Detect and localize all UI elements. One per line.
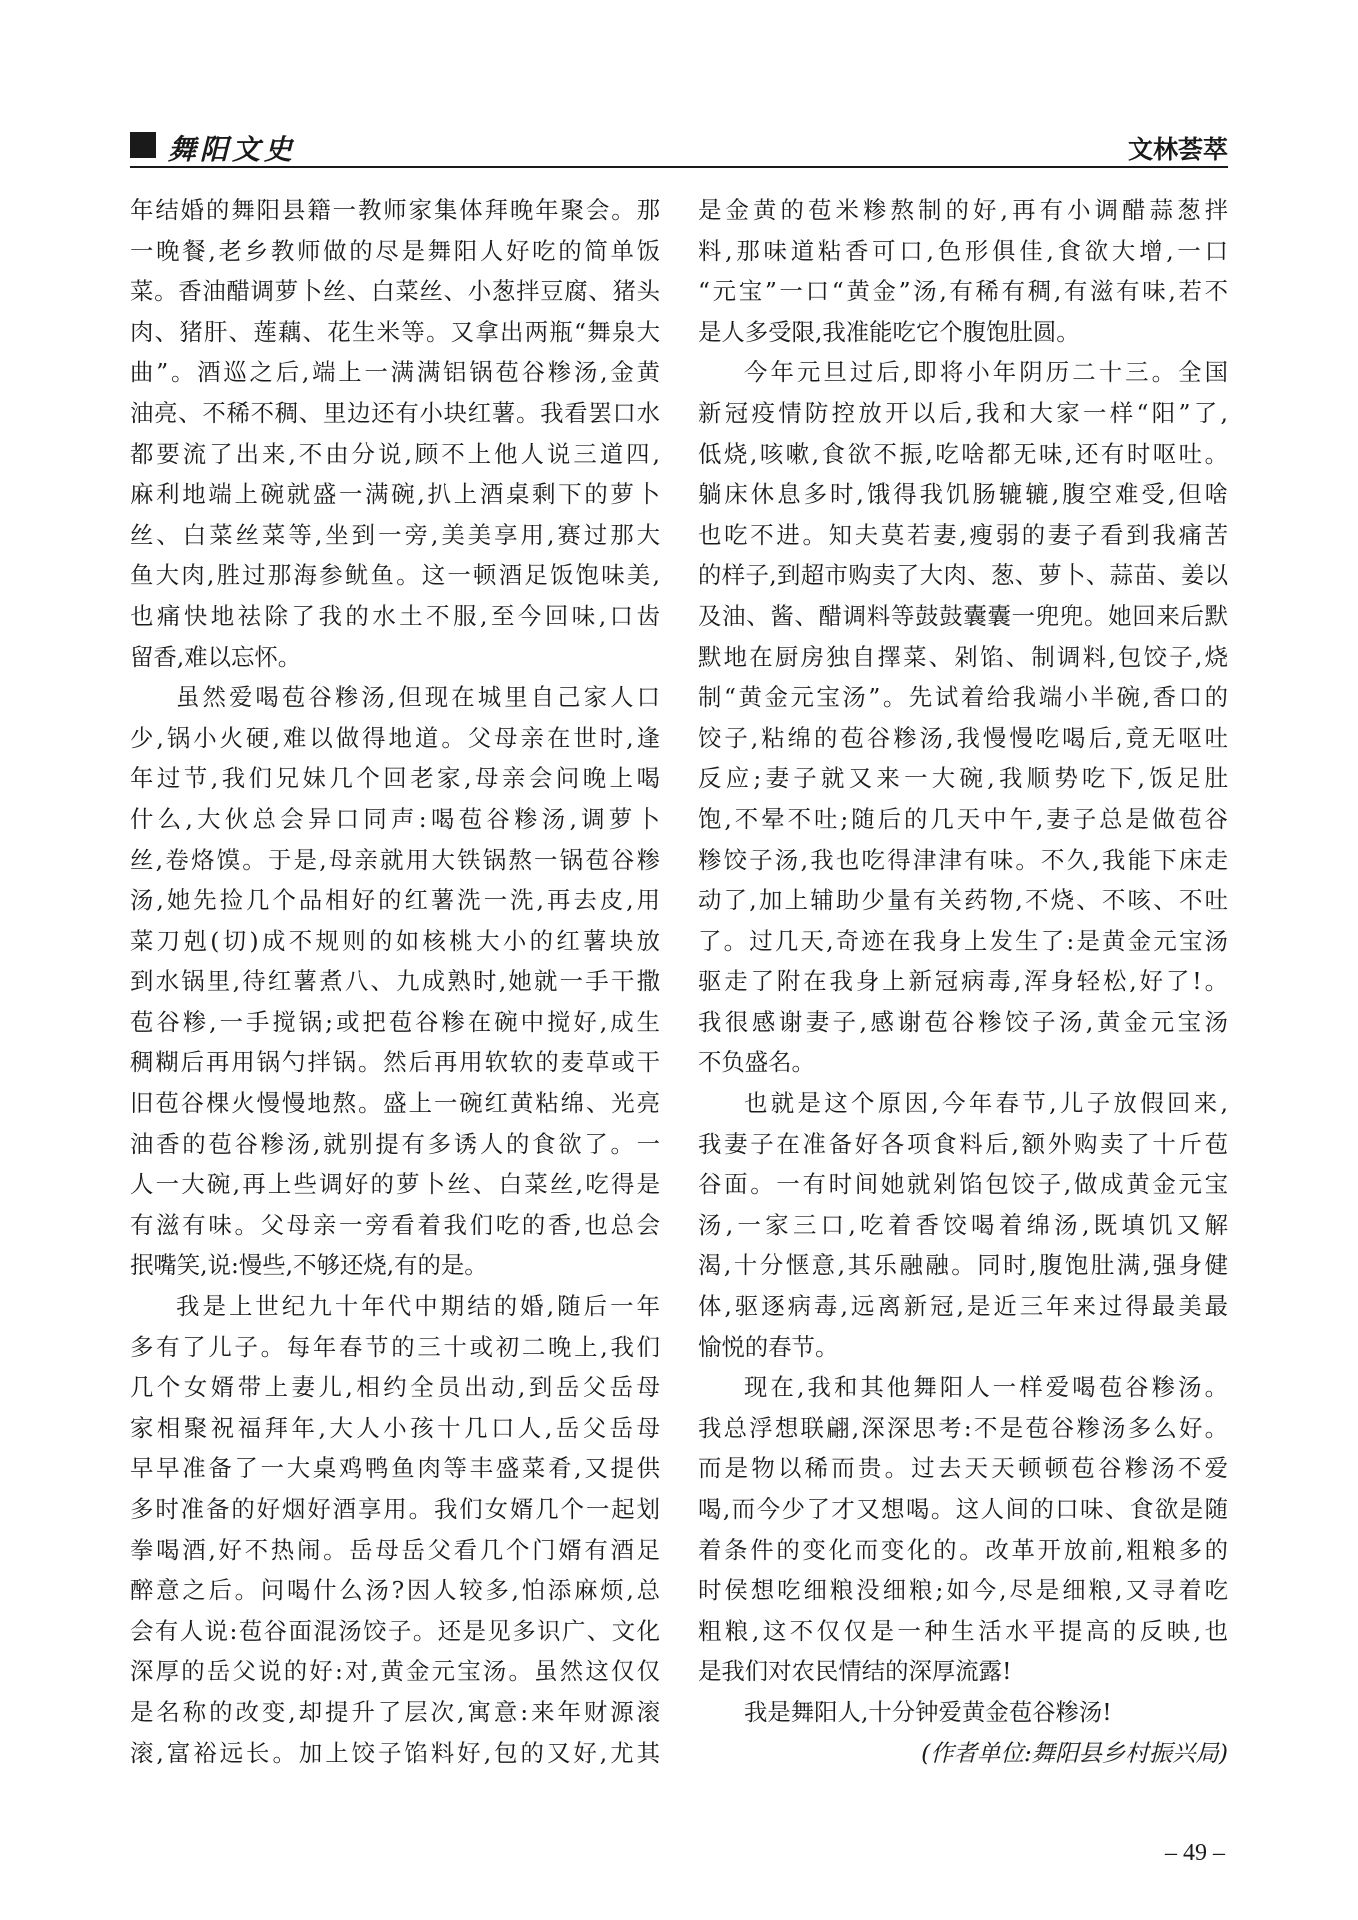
text-line: 也痛快地祛除了我的水土不服,至今回味,口齿 <box>130 601 660 630</box>
text-line: 油亮、不稀不稠、里边还有小块红薯。我看罢口水 <box>130 398 660 427</box>
text-line: 留香,难以忘怀。 <box>130 642 302 671</box>
text-line: 汤,她先捡几个品相好的红薯洗一洗,再去皮,用 <box>130 886 660 915</box>
text-line: 菜刀剋(切)成不规则的如核桃大小的红薯块放 <box>130 926 660 955</box>
text-line: 动了,加上辅助少量有关药物,不烧、不咳、不吐 <box>698 886 1228 915</box>
text-line: 少,锅小火硬,难以做得地道。父母亲在世时,逢 <box>130 723 660 752</box>
author-affiliation: (作者单位:舞阳县乡村振兴局) <box>921 1738 1228 1767</box>
text-line: 稠糊后再用锅勺拌锅。然后再用软软的麦草或干 <box>130 1048 660 1077</box>
text-line: 都要流了出来,不由分说,顾不上他人说三道四, <box>130 439 660 468</box>
text-line: 旧苞谷棵火慢慢地熬。盛上一碗红黄粘绵、光亮 <box>130 1089 660 1118</box>
text-line: 肉、猪肝、莲藕、花生米等。又拿出两瓶“舞泉大 <box>130 317 660 346</box>
text-line: 年过节,我们兄妹几个回老家,母亲会问晚上喝 <box>130 764 660 793</box>
left-column <box>130 190 660 1773</box>
paragraph-first-line: 现在,我和其他舞阳人一样爱喝苞谷糁汤。 <box>744 1373 1228 1402</box>
text-line: 饱,不晕不吐;随后的几天中午,妻子总是做苞谷 <box>698 804 1228 833</box>
text-line: 时侯想吃细粮没细粮;如今,尽是细粮,又寻着吃 <box>698 1576 1228 1605</box>
text-line: 有滋有味。父母亲一旁看着我们吃的香,也总会 <box>130 1210 660 1239</box>
text-line: 渴,十分惬意,其乐融融。同时,腹饱肚满,强身健 <box>698 1251 1228 1280</box>
text-line: 谷面。一有时间她就剁馅包饺子,做成黄金元宝 <box>698 1170 1228 1199</box>
text-line: 糁饺子汤,我也吃得津津有味。不久,我能下床走 <box>698 845 1228 874</box>
text-line: 低烧,咳嗽,食欲不振,吃啥都无味,还有时呕吐。 <box>698 439 1228 468</box>
text-line: 是金黄的苞米糁熬制的好,再有小调醋蒜葱拌 <box>698 196 1228 224</box>
paragraph-first-line: 我是舞阳人,十分钟爱黄金苞谷糁汤! <box>744 1697 1112 1726</box>
text-line: 抿嘴笑,说:慢些,不够还烧,有的是。 <box>130 1251 488 1280</box>
text-line: 制“黄金元宝汤”。先试着给我端小半碗,香口的 <box>698 683 1228 712</box>
text-line: 不负盛名。 <box>698 1048 815 1077</box>
text-line: 菜。香油醋调萝卜丝、白菜丝、小葱拌豆腐、猪头 <box>130 277 660 306</box>
page-header <box>130 128 1228 166</box>
paragraph-first-line: 也就是这个原因,今年春节,儿子放假回来, <box>744 1089 1228 1118</box>
text-line: 新冠疫情防控放开以后,我和大家一样“阳”了, <box>698 398 1228 427</box>
text-line: 麻利地端上碗就盛一满碗,扒上酒桌剩下的萝卜 <box>130 480 660 509</box>
text-line: 油香的苞谷糁汤,就别提有多诱人的食欲了。一 <box>130 1129 660 1158</box>
text-line: 也吃不进。知夫莫若妻,瘦弱的妻子看到我痛苦 <box>698 520 1228 549</box>
text-line: 到水锅里,待红薯煮八、九成熟时,她就一手干撒 <box>130 967 660 996</box>
text-line: 我总浮想联翩,深深思考:不是苞谷糁汤多么好。 <box>698 1413 1228 1442</box>
text-line: 着条件的变化而变化的。改革开放前,粗粮多的 <box>698 1535 1228 1564</box>
text-line: 鱼大肉,胜过那海参鱿鱼。这一顿酒足饭饱味美, <box>130 561 660 590</box>
text-line: 是我们对农民情结的深厚流露! <box>698 1657 1012 1686</box>
text-line: 我妻子在准备好各项食料后,额外购卖了十斤苞 <box>698 1129 1228 1158</box>
text-line: 料,那味道粘香可口,色形俱佳,食欲大增,一口 <box>698 236 1228 265</box>
text-line: 多时准备的好烟好酒享用。我们女婿几个一起划 <box>130 1495 660 1523</box>
text-line: 默地在厨房独自擇菜、剁馅、制调料,包饺子,烧 <box>698 642 1228 671</box>
text-line: 一晚餐,老乡教师做的尽是舞阳人好吃的简单饭 <box>130 236 660 265</box>
text-line: 躺床休息多时,饿得我饥肠辘辘,腹空难受,但啥 <box>698 480 1228 509</box>
text-line: 而是物以稀而贵。过去天天顿顿苞谷糁汤不爱 <box>698 1454 1228 1483</box>
text-line: 喝,而今少了才又想喝。这人间的口味、食欲是随 <box>698 1495 1228 1523</box>
text-line: 家相聚祝福拜年,大人小孩十几口人,岳父岳母 <box>130 1413 660 1442</box>
text-line: 驱走了附在我身上新冠病毒,浑身轻松,好了!。 <box>698 967 1228 996</box>
header-square-mark <box>130 132 156 158</box>
paragraph-first-line: 虽然爱喝苞谷糁汤,但现在城里自己家人口 <box>176 683 660 712</box>
text-line: 愉悦的春节。 <box>698 1332 839 1361</box>
text-line: 是名称的改变,却提升了层次,寓意:来年财源滚 <box>130 1697 660 1726</box>
text-line: 滚,富裕远长。加上饺子馅料好,包的又好,尤其 <box>130 1738 660 1767</box>
text-line: 的样子,到超市购卖了大肉、葱、萝卜、蒜苗、姜以 <box>698 561 1228 590</box>
text-line: 及油、酱、醋调料等鼓鼓囊囊一兜兜。她回来后默 <box>698 601 1228 630</box>
text-line: 丝,卷烙馍。于是,母亲就用大铁锅熬一锅苞谷糁 <box>130 845 660 874</box>
text-line: 深厚的岳父说的好:对,黄金元宝汤。虽然这仅仅 <box>130 1657 660 1686</box>
section-title: 文林荟萃 <box>1127 135 1228 164</box>
text-line: 多有了儿子。每年春节的三十或初二晚上,我们 <box>130 1332 660 1361</box>
text-line: 醉意之后。问喝什么汤?因人较多,怕添麻烦,总 <box>130 1576 660 1605</box>
text-line: 会有人说:苞谷面混汤饺子。还是见多识广、文化 <box>130 1616 660 1645</box>
text-line: “元宝”一口“黄金”汤,有稀有稠,有滋有味,若不 <box>698 277 1228 306</box>
text-line: 饺子,粘绵的苞谷糁汤,我慢慢吃喝后,竟无呕吐 <box>698 723 1228 752</box>
paragraph-first-line: 我是上世纪九十年代中期结的婚,随后一年 <box>176 1292 660 1321</box>
text-line: 体,驱逐病毒,远离新冠,是近三年来过得最美最 <box>698 1292 1228 1321</box>
text-line: 汤,一家三口,吃着香饺喝着绵汤,既填饥又解 <box>698 1210 1228 1239</box>
text-line: 曲”。酒巡之后,端上一满满铝锅苞谷糁汤,金黄 <box>130 358 660 387</box>
text-line: 是人多受限,我准能吃它个腹饱肚圆。 <box>698 317 1080 346</box>
text-line: 粗粮,这不仅仅是一种生活水平提高的反映,也 <box>698 1616 1228 1645</box>
header-rule <box>130 166 1228 168</box>
text-line: 反应;妻子就又来一大碗,我顺势吃下,饭足肚 <box>698 764 1228 793</box>
text-line: 了。过几天,奇迹在我身上发生了:是黄金元宝汤 <box>698 926 1228 955</box>
text-line: 人一大碗,再上些调好的萝卜丝、白菜丝,吃得是 <box>130 1170 660 1199</box>
paragraph-first-line: 今年元旦过后,即将小年阴历二十三。全国 <box>744 358 1228 387</box>
text-line: 苞谷糁,一手搅锅;或把苞谷糁在碗中搅好,成生 <box>130 1007 660 1036</box>
page-number: – 49 – <box>1165 1840 1225 1866</box>
text-line: 早早准备了一大桌鸡鸭鱼肉等丰盛菜肴,又提供 <box>130 1454 660 1483</box>
text-line: 我很感谢妻子,感谢苞谷糁饺子汤,黄金元宝汤 <box>698 1007 1228 1036</box>
text-line: 几个女婿带上妻儿,相约全员出动,到岳父岳母 <box>130 1373 660 1402</box>
text-line: 什么,大伙总会异口同声:喝苞谷糁汤,调萝卜 <box>130 804 660 833</box>
text-line: 拳喝酒,好不热闹。岳母岳父看几个门婿有酒足 <box>130 1535 660 1564</box>
journal-title: 舞阳文史 <box>168 133 297 166</box>
text-line: 年结婚的舞阳县籍一教师家集体拜晚年聚会。那 <box>130 196 660 224</box>
text-line: 丝、白菜丝菜等,坐到一旁,美美享用,赛过那大 <box>130 520 660 549</box>
right-column <box>698 190 1228 1773</box>
